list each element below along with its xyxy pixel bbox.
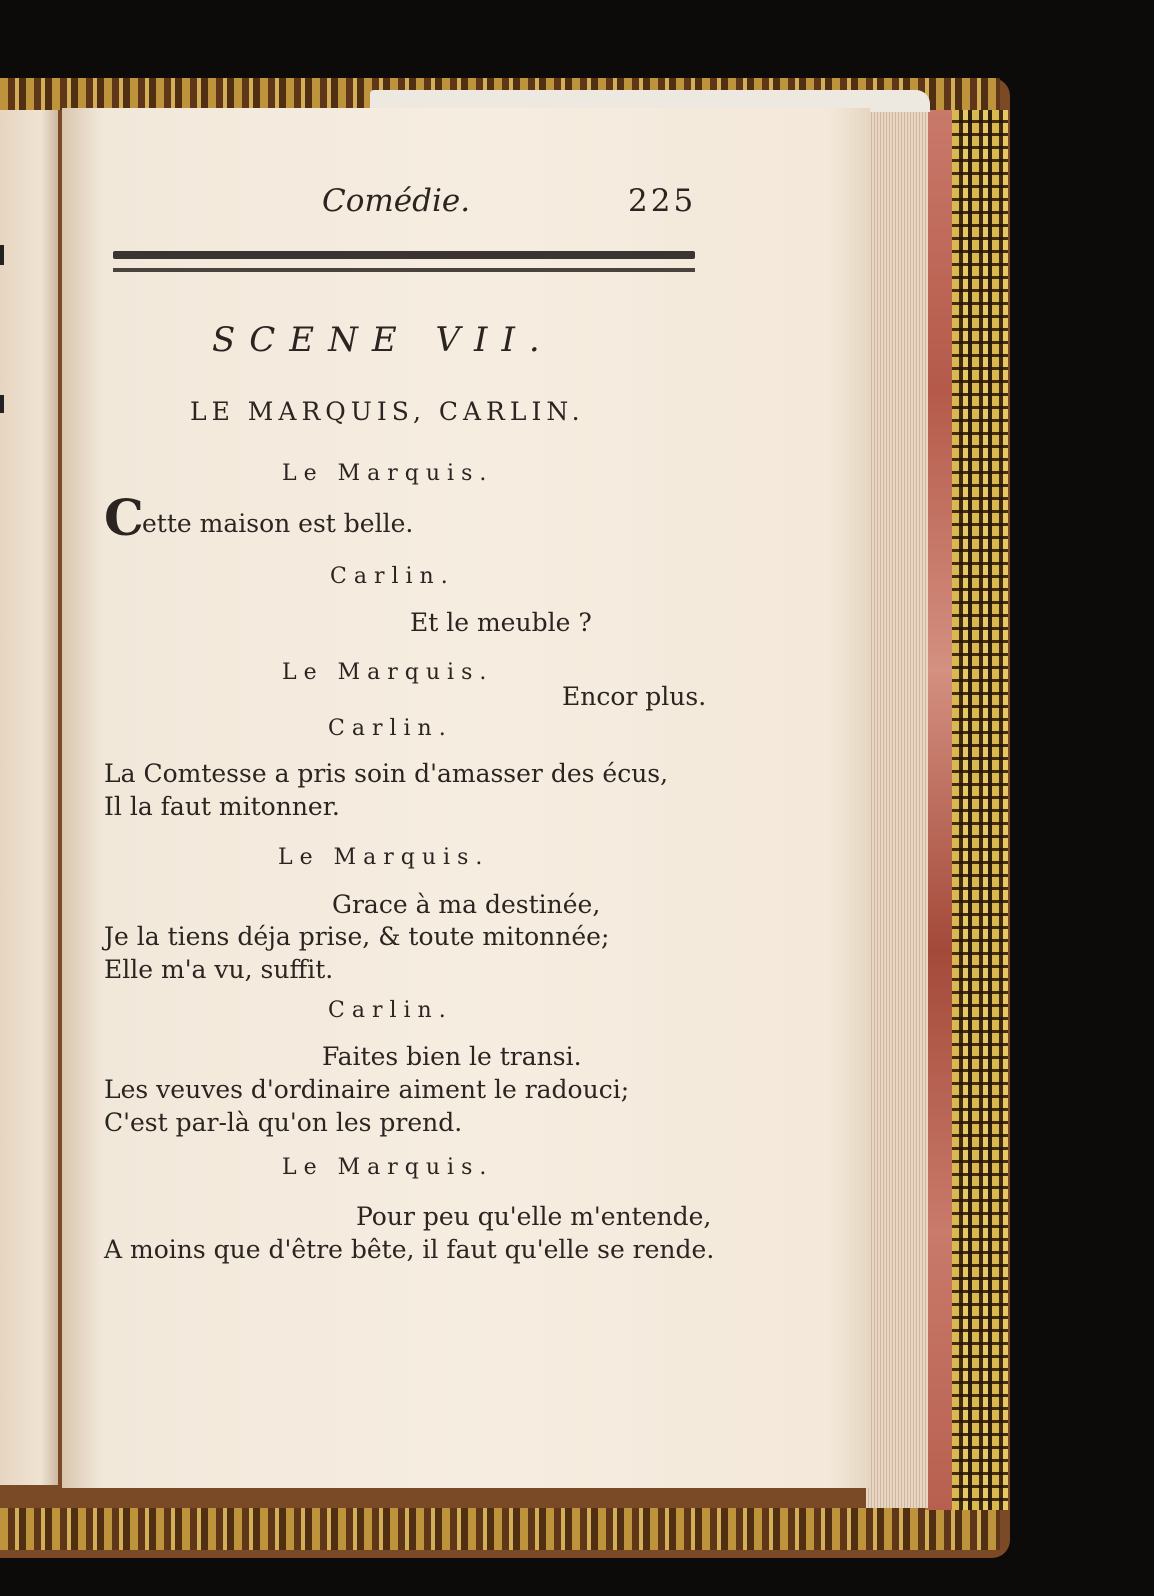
dialogue-line: Les veuves d'ordinaire aiment le radouci; — [104, 1075, 630, 1104]
running-title: Comédie. — [322, 183, 471, 219]
speaker-name: Carlin. — [330, 564, 455, 589]
page-number: 225 — [628, 183, 697, 219]
header-rule-thin — [113, 268, 695, 272]
dialogue-line: Je la tiens déja prise, & toute mitonnée; — [104, 922, 610, 951]
dialogue-line: Grace à ma destinée, — [332, 890, 601, 919]
speaker-name: Le Marquis. — [278, 845, 490, 870]
dialogue-line: A moins que d'être bête, il faut qu'elle se rende. — [104, 1235, 715, 1264]
speaker-name: Le Marquis. — [282, 461, 494, 486]
drop-cap: C — [104, 488, 144, 547]
scene-characters: LE MARQUIS, CARLIN. — [190, 397, 585, 426]
scene-heading: SCENE VII. — [212, 320, 554, 360]
speaker-name: Carlin. — [328, 998, 453, 1023]
gilt-fore-edge — [952, 110, 1008, 1510]
speaker-name: Carlin. — [328, 716, 453, 741]
dialogue-line: La Comtesse a pris soin d'amasser des écus, — [104, 759, 669, 788]
speaker-name: Le Marquis. — [282, 1155, 494, 1180]
left-facing-page — [0, 110, 58, 1485]
dialogue-line: Faites bien le transi. — [322, 1042, 582, 1071]
dialogue-line: Encor plus. — [562, 682, 707, 711]
page-edges — [866, 108, 928, 1508]
dialogue-line: ette maison est belle. — [142, 509, 414, 538]
dialogue-line: Pour peu qu'elle m'entende, — [356, 1202, 712, 1231]
left-page-ink-mark — [0, 245, 4, 265]
gilt-foot-edge — [0, 1508, 1000, 1550]
dialogue-line: Elle m'a vu, suffit. — [104, 955, 334, 984]
header-rule-thick — [113, 251, 695, 259]
left-page-ink-mark — [0, 395, 4, 413]
speaker-name: Le Marquis. — [282, 660, 494, 685]
dialogue-line: C'est par-là qu'on les prend. — [104, 1108, 463, 1137]
dialogue-line: Et le meuble ? — [410, 608, 592, 637]
dialogue-line: Il la faut mitonner. — [104, 792, 340, 821]
